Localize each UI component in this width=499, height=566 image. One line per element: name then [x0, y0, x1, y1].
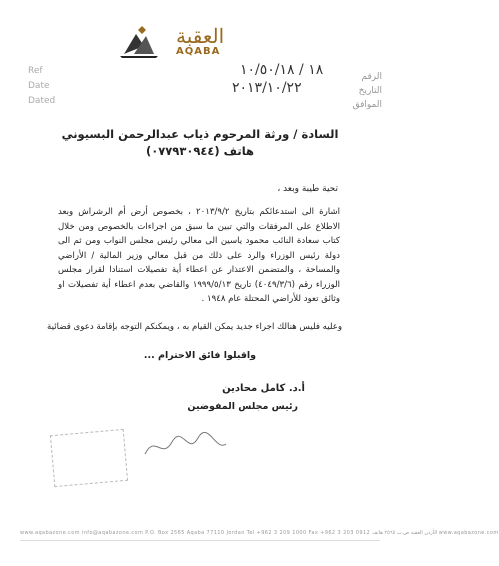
logo-arabic-text: العقبة: [176, 24, 225, 48]
letter-date: ٢٠١٣/١٠/٢٢: [232, 80, 302, 96]
meta-labels-english: [28, 64, 55, 109]
reference-number: ١٨ / ١٠/٥٠/١٨: [240, 62, 324, 78]
logo-english-text: AQABA: [176, 46, 221, 57]
greeting: تحية طيبة وبعد ،: [277, 184, 338, 194]
dated-label: Dated: [28, 96, 56, 106]
official-stamp: [50, 429, 128, 487]
closing-paragraph: وعليه فليس هنالك اجراء جديد يمكن القيام به ، ويمكنكم التوجه بإقامة دعوى قضائية: [47, 322, 342, 332]
aqaba-logo-icon: [118, 24, 160, 60]
signer-name: أ.د. كامل محادين: [222, 383, 305, 394]
date-label-ar: التاريخ: [358, 86, 382, 96]
date-label: Date: [28, 81, 50, 91]
respect-line: واقبلوا فائق الاحترام ...: [143, 350, 257, 361]
footer-contact: www.aqabazone.com info@aqabazone.com P.O. Box 2565 Aqaba 77110 Jordan Tel +962 3 209 1000 Fax +962 3 203 0912 الأردن العقبة ص.ب ٢٥٦٥ هاتف www.aqabazone.com: [20, 530, 499, 536]
signer-title: رئيس مجلس المفوضين: [187, 401, 298, 412]
meta-labels-arabic: [353, 70, 382, 112]
signature-icon: [140, 426, 230, 466]
addressee-line: السادة / ورثة المرحوم ذياب عبدالرحمن البسيوني: [61, 127, 339, 141]
phone-line: هاتف (٠٧٧٩٣٠٩٤٤): [145, 144, 254, 158]
ref-label: Ref: [28, 66, 43, 76]
footer-divider: [20, 540, 380, 541]
letter-body: اشارة الى استدعائكم بتاريخ ٢٠١٣/٩/٢ ، بخصوص أرض أم الرشراش وبعد الاطلاع على المرفقات والتي تبين ما سبق من اجراءات بالخصوص ومن خلال كتاب سعادة النائب محمود ياسين الى معالي رئيس مجلس النواب ومن ثم الى دولة رئيس الوزراء والرد على ذلك من قبل معالي وزير المالية / الأراضي والمساحة ، والمتضمن الاعتذار عن اعطاء أية تفصيلات استنادا لقرار مجلس الوزراء رقم (٤٠٤٩/٣/٦) تاريخ ١٩٩٩/٥/١٣ والقاضي بعدم اعطاء أية تفصيلات او وثائق تعود للأراضي المحتلة عام ١٩٤٨ .: [58, 207, 341, 304]
ref-label-ar: الرقم: [361, 72, 382, 82]
letterhead-logo: [118, 24, 238, 62]
dated-label-ar: الموافق: [352, 100, 382, 110]
